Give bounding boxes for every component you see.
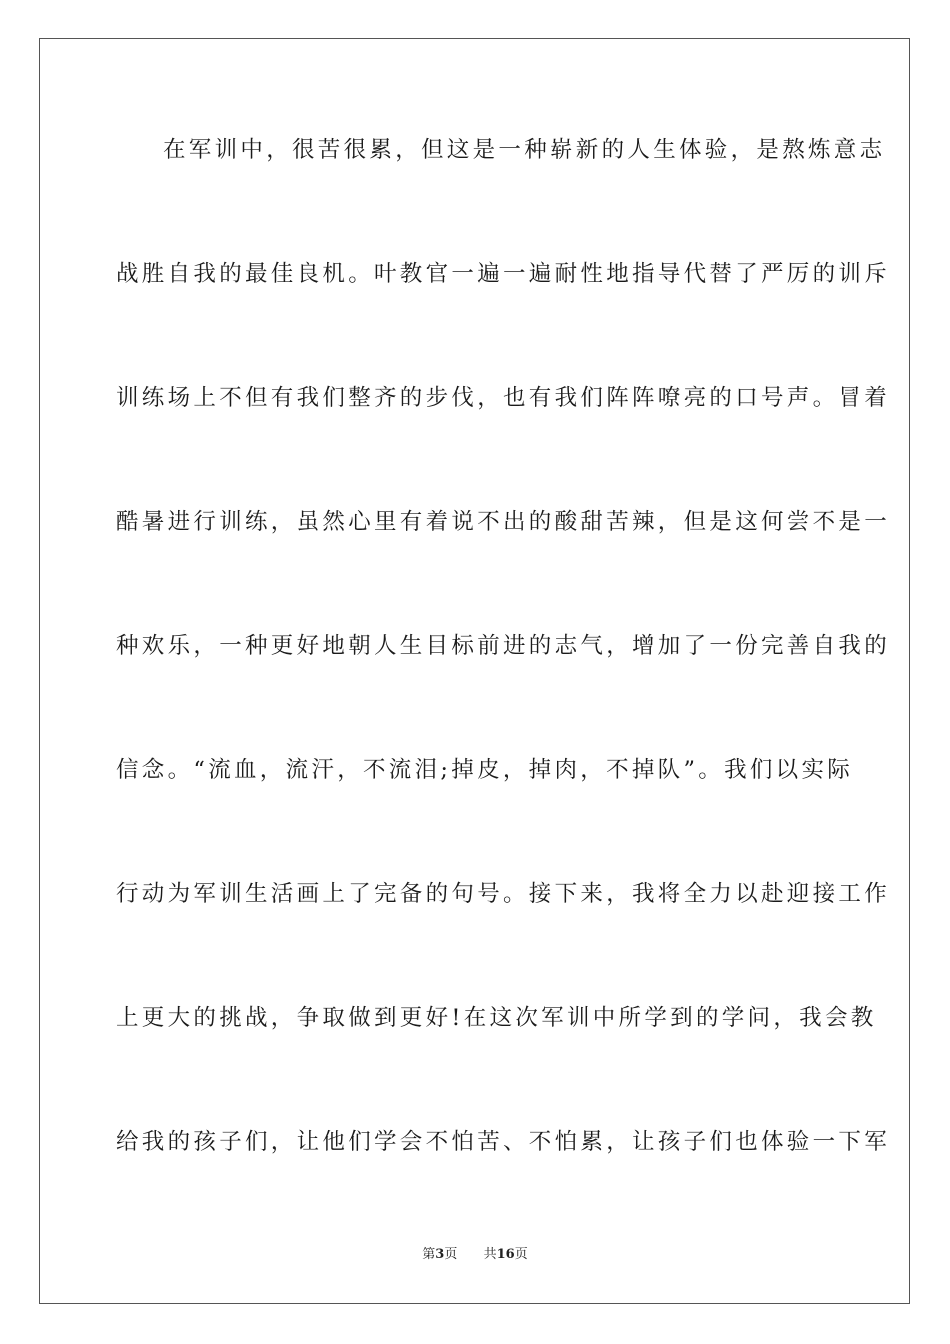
page-footer xyxy=(0,1246,950,1264)
footer-total-pages: 16 xyxy=(496,1247,515,1262)
footer-page-suffix: 页 xyxy=(444,1247,458,1262)
paragraph-line-2: 战胜自我的最佳良机。叶教官一遍一遍耐性地指导代替了严厉的训斥 xyxy=(116,261,891,287)
paragraph-line-5: 种欢乐，一种更好地朝人生目标前进的志气，增加了一份完善自我的 xyxy=(116,633,891,659)
paragraph-line-3: 训练场上不但有我们整齐的步伐，也有我们阵阵嘹亮的口号声。冒着 xyxy=(116,385,891,411)
footer-page-prefix: 第 xyxy=(422,1247,436,1262)
paragraph-line-9: 给我的孩子们，让他们学会不怕苦、不怕累，让孩子们也体验一下军 xyxy=(116,1129,891,1155)
footer-total-prefix: 共 xyxy=(483,1247,497,1262)
paragraph-line-7: 行动为军训生活画上了完备的句号。接下来，我将全力以赴迎接工作 xyxy=(116,881,891,907)
footer-page-number: 3 xyxy=(435,1247,445,1262)
paragraph-line-8: 上更大的挑战，争取做到更好!在这次军训中所学到的学问，我会教 xyxy=(116,1005,877,1031)
footer-total-indicator xyxy=(484,1246,528,1264)
page-frame xyxy=(39,38,910,1304)
paragraph-line-4: 酷暑进行训练，虽然心里有着说不出的酸甜苦辣，但是这何尝不是一 xyxy=(116,509,891,535)
footer-page-indicator xyxy=(422,1246,457,1264)
footer-total-suffix: 页 xyxy=(514,1247,528,1262)
paragraph-line-6: 信念。“流血，流汗，不流泪;掉皮，掉肉，不掉队”。我们以实际 xyxy=(116,757,854,783)
paragraph-line-1: 在军训中，很苦很累，但这是一种崭新的人生体验，是熬炼意志 xyxy=(163,137,886,163)
